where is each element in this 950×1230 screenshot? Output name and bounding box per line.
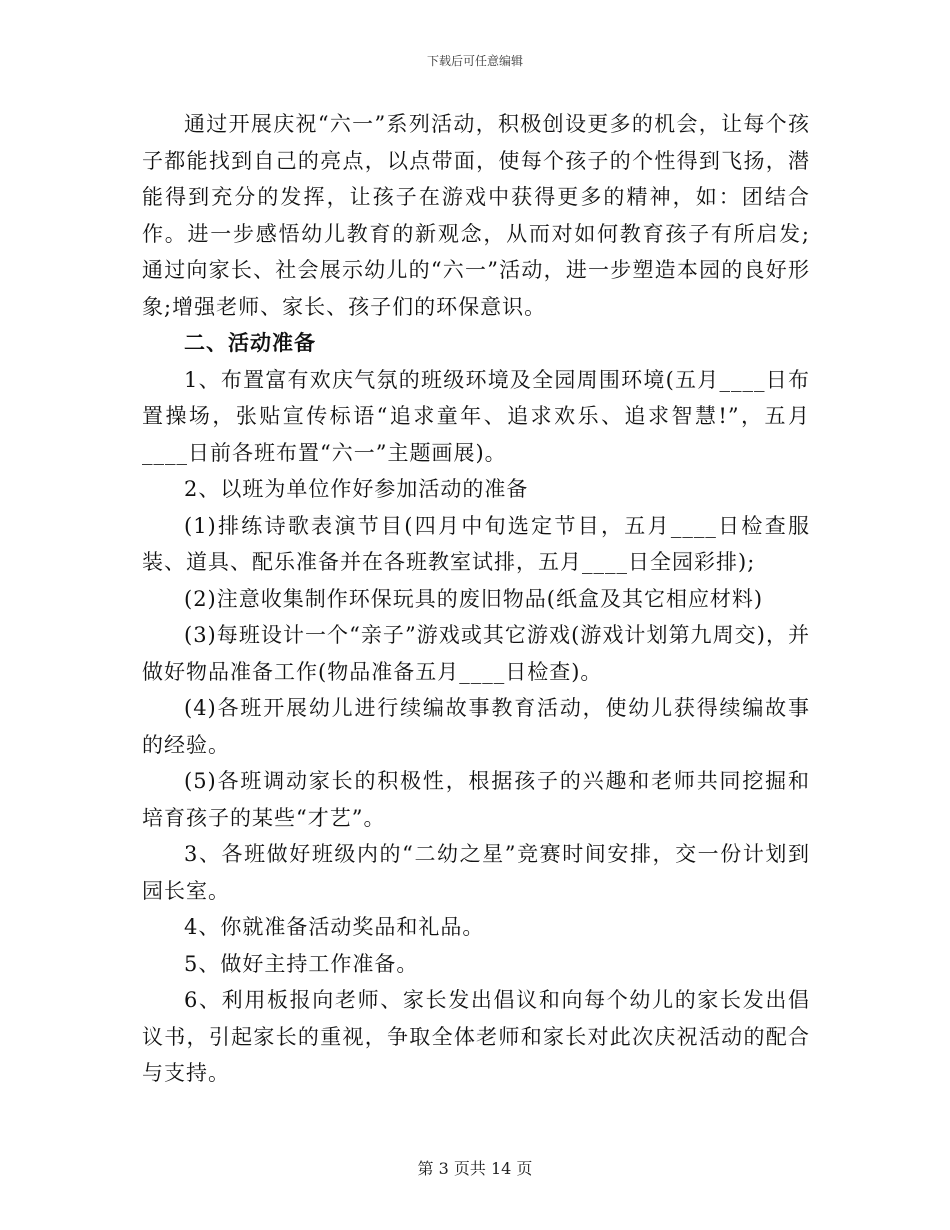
item-2-4-paragraph: (4)各班开展幼儿进行续编故事教育活动，使幼儿获得续编故事的经验。	[142, 696, 810, 757]
item-2-2-paragraph: (2)注意收集制作环保玩具的废旧物品(纸盒及其它相应材料)	[184, 586, 764, 611]
page-header: 下载后可任意编辑	[426, 54, 523, 68]
item-2-1-paragraph: (1)排练诗歌表演节目(四月中旬选定节目，五月____日检查服装、道具、配乐准备并在各班教室试排，五月____日全园彩排);	[142, 513, 810, 574]
item-2-paragraph: 2、以班为单位作好参加活动的准备	[184, 477, 529, 501]
item-3-paragraph: 3、各班做好班级内的“二幼之星”竞赛时间安排，交一份计划到园长室。	[142, 842, 810, 903]
item-2-3-paragraph: (3)每班设计一个“亲子”游戏或其它游戏(游戏计划第九周交)，并做好物品准备工作(物品准备五月____日检查)。	[142, 623, 810, 684]
item-1-paragraph: 1、布置富有欢庆气氛的班级环境及全园周围环境(五月____日布置操场，张贴宣传标语“追求童年、追求欢乐、追求智慧!”，五月____日前各班布置“六一”主题画展)。	[142, 367, 810, 465]
item-4-paragraph: 4、你就准备活动奖品和礼品。	[184, 915, 485, 939]
item-5-paragraph: 5、做好主持工作准备。	[184, 951, 419, 976]
intro-paragraph: 通过开展庆祝“六一”系列活动，积极创设更多的机会，让每个孩子都能找到自己的亮点，以点带面，使每个孩子的个性得到飞扬，潜能得到充分的发挥，让孩子在游戏中获得更多的精神，如：团结合作。进一步感悟幼儿教育的新观念，从而对如何教育孩子有所启发;通过向家长、社会展示幼儿的“六一”活动，进一步塑造本园的良好形象;增强老师、家长、孩子们的环保意识。	[142, 112, 810, 319]
item-6-paragraph: 6、利用板报向老师、家长发出倡议和向每个幼儿的家长发出倡议书，引起家长的重视，争取全体老师和家长对此次庆祝活动的配合与支持。	[142, 988, 810, 1085]
document-body	[142, 106, 810, 1092]
page-footer: 第 3 页共 14 页	[417, 1159, 533, 1178]
section-heading: 二、活动准备	[184, 330, 316, 355]
item-2-5-paragraph: (5)各班调动家长的积极性，根据孩子的兴趣和老师共同挖掘和培育孩子的某些“才艺”。	[142, 769, 810, 830]
